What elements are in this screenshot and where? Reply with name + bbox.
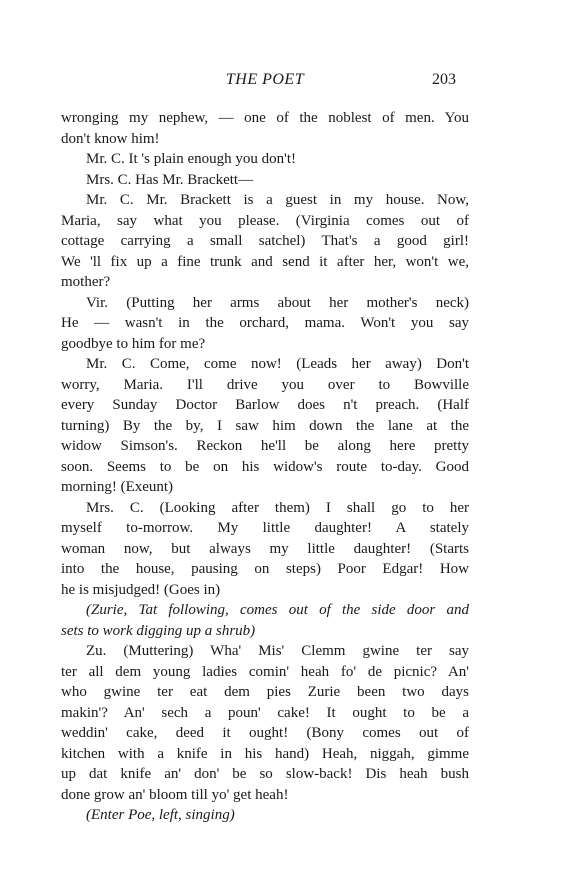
text-line: done grow an' bloom till yo' get heah!	[61, 786, 289, 803]
text-line: up dat knife an' don' be so slow-back! Dis heah bush	[61, 766, 469, 782]
text-line: soon. Seems to be on his widow's route to-day. Good	[61, 458, 469, 475]
speech-line: Mrs. C. Has Mr. Brackett—	[86, 171, 254, 188]
text-line: goodbye to him for me?	[61, 335, 206, 352]
running-head: THE POET	[225, 71, 305, 88]
stage-direction: (Zurie, Tat following, comes out of the side door and	[86, 602, 469, 618]
page-number: 203	[432, 71, 456, 88]
text-line: morning! (Exeunt)	[61, 479, 174, 495]
text-line: kitchen with a knife in his hand) Heah, niggah, gimme	[61, 745, 469, 762]
text-line: widow Simson's. Reckon he'll be along here pretty	[61, 438, 469, 454]
speech-line: Mrs. C. (Looking after them) I shall go to her	[86, 499, 469, 516]
text-line: myself to-morrow. My little daughter! A stately	[61, 520, 469, 536]
text-line: turning) By the by, I saw him down the lane at the	[61, 417, 469, 434]
text-line: He — wasn't in the orchard, mama. Won't you say	[61, 315, 469, 331]
text-line: wronging my nephew, — one of the noblest of men. You	[61, 110, 469, 126]
speech-line: Mr. C. Mr. Brackett is a guest in my house. Now,	[86, 192, 469, 208]
text-line: every Sunday Doctor Barlow does n't preach. (Half	[61, 397, 469, 413]
speech-line: Vir. (Putting her arms about her mother's neck)	[86, 294, 469, 311]
speech-line: Mr. C. Come, come now! (Leads her away) Don't	[86, 356, 469, 372]
text-line: Maria, say what you please. (Virginia comes out of	[61, 212, 469, 229]
text-line: don't know him!	[61, 130, 160, 147]
text-line: weddin' cake, deed it ought! (Bony comes out of	[61, 725, 469, 741]
speech-line: Zu. (Muttering) Wha' Mis' Clemm gwine ter say	[86, 643, 469, 659]
play-text	[61, 108, 469, 826]
text-line: mother?	[61, 274, 111, 290]
text-line: woman now, but always my little daughter! (Starts	[61, 540, 469, 557]
text-line: cottage carrying a small satchel) That's a good girl!	[61, 233, 469, 249]
text-line: ter all dem young ladies comin' heah fo' de picnic? An'	[61, 663, 469, 680]
speech-line: Mr. C. It 's plain enough you don't!	[86, 151, 296, 167]
stage-direction: (Enter Poe, left, singing)	[86, 807, 235, 823]
text-line: We 'll fix up a fine trunk and send it after her, won't we,	[61, 253, 469, 270]
text-line: he is misjudged! (Goes in)	[61, 581, 221, 598]
stage-direction: sets to work digging up a shrub)	[61, 622, 256, 639]
text-line: worry, Maria. I'll drive you over to Bowville	[61, 376, 469, 393]
text-line: into the house, pausing on steps) Poor Edgar! How	[61, 561, 469, 577]
text-line: who gwine ter eat dem pies Zurie been two days	[61, 684, 469, 700]
text-line: makin'? An' sech a poun' cake! It ought to be a	[61, 704, 469, 721]
